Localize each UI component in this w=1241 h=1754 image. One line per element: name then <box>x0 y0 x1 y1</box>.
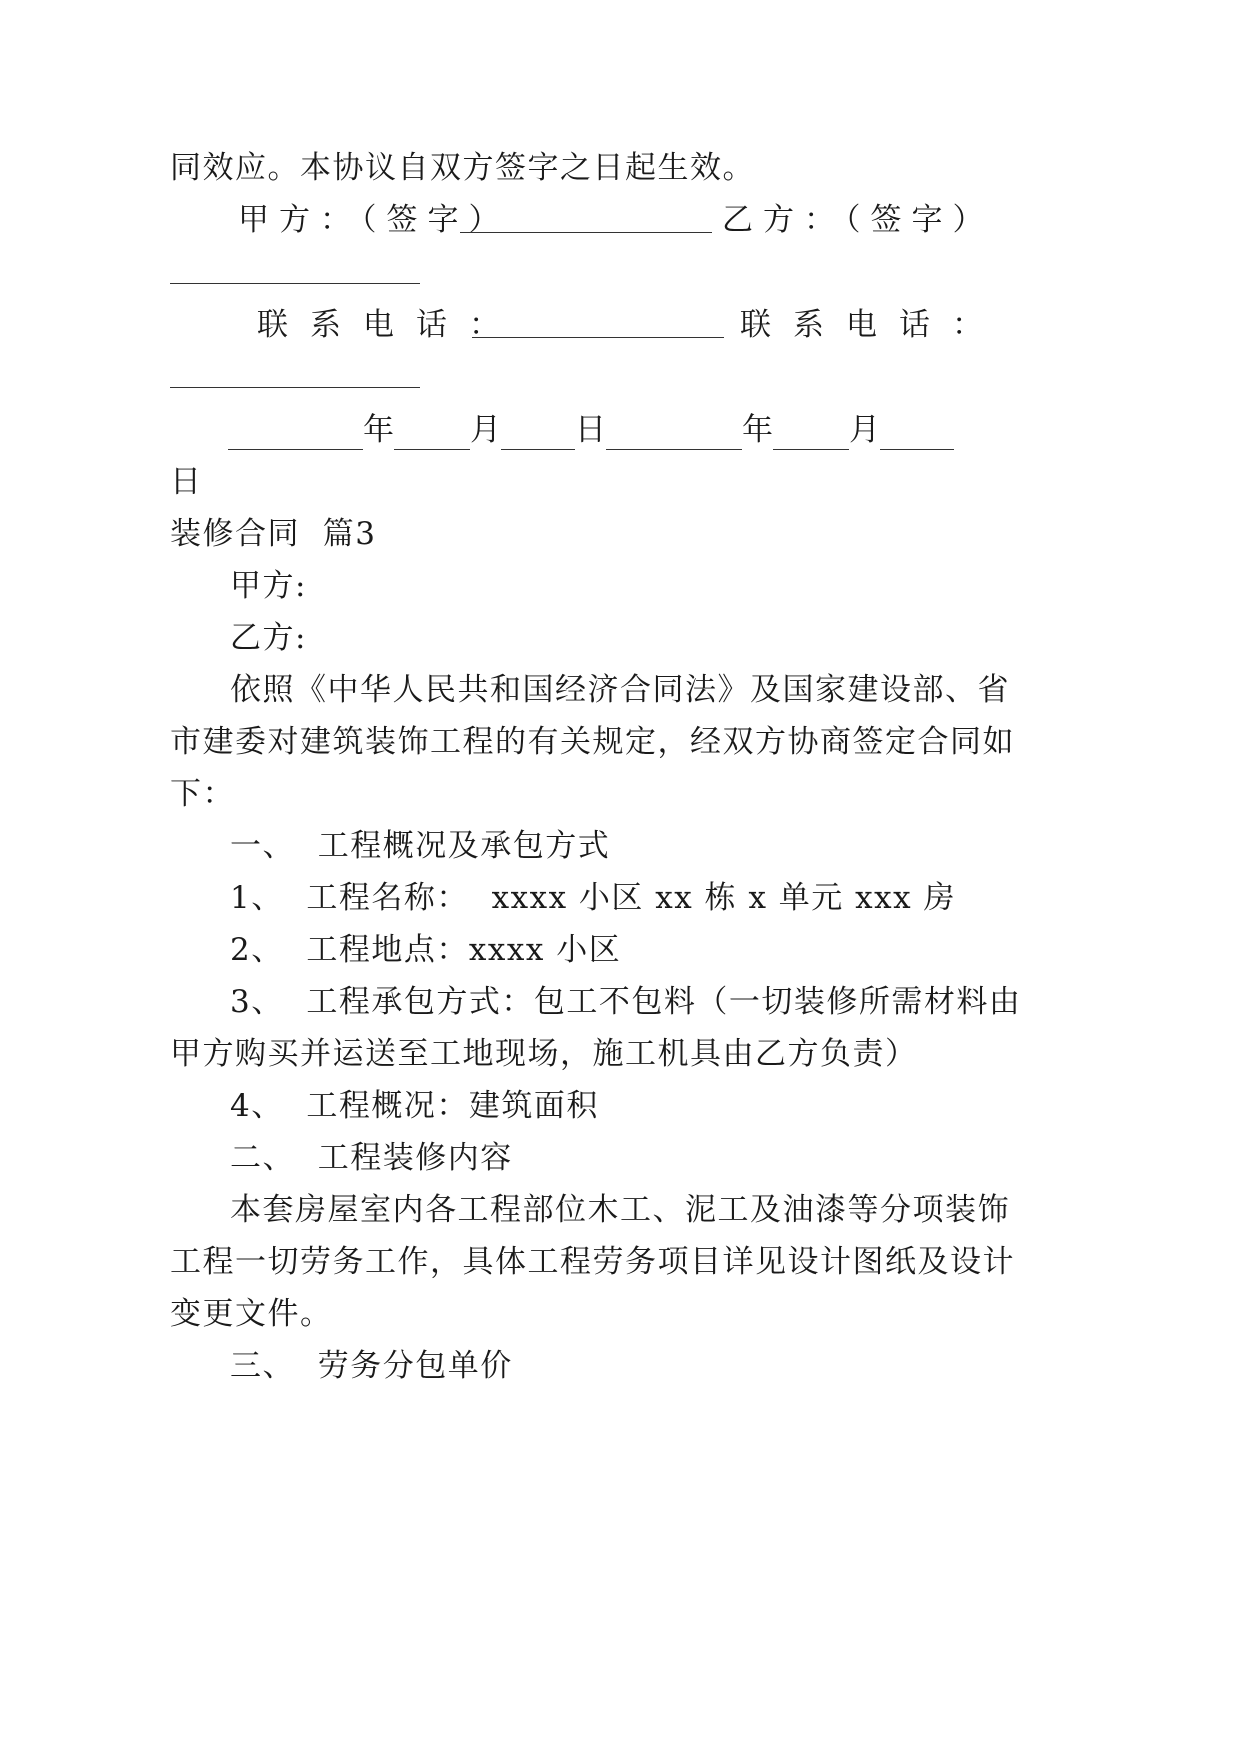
signature-blank-party-b <box>170 283 420 284</box>
signature-blank-party-a <box>460 232 712 233</box>
phone-label-party-b: 联系电话： <box>740 307 1005 343</box>
paragraph-line: 本套房屋室内各工程部位木工、泥工及油漆等分项装饰 <box>230 1192 1010 1228</box>
list-item: 1、 工程名称： xxxx 小区 xx 栋 x 单元 xxx 房 <box>230 880 956 916</box>
party-b-line: 乙方: <box>230 620 307 656</box>
date-blank <box>606 419 742 450</box>
date-blank <box>394 419 470 450</box>
section-title: 三、 劳务分包单价 <box>230 1348 513 1384</box>
phone-blank-party-a <box>472 337 724 338</box>
date-day-label: 日 <box>170 464 203 500</box>
paragraph-line: 依照《中华人民共和国经济合同法》及国家建设部、省 <box>230 672 1010 708</box>
date-blank <box>501 419 575 450</box>
date-day-label: 日 <box>575 412 606 448</box>
date-month-label: 月 <box>470 412 501 448</box>
date-row <box>228 410 954 450</box>
signature-label-party-a: 甲方：（签字） <box>238 202 510 238</box>
phone-label-party-a: 联系电话： <box>257 307 522 343</box>
date-year-label: 年 <box>742 412 773 448</box>
date-year-label: 年 <box>363 412 394 448</box>
date-blank <box>228 419 363 450</box>
paragraph-line: 工程一切劳务工作，具体工程劳务项目详见设计图纸及设计 <box>170 1244 1015 1280</box>
list-item: 4、 工程概况：建筑面积 <box>230 1088 599 1124</box>
date-month-label: 月 <box>849 412 880 448</box>
paragraph-line: 市建委对建筑装饰工程的有关规定，经双方协商签定合同如 <box>170 724 1015 760</box>
date-blank <box>880 419 954 450</box>
paragraph-line: 下： <box>170 776 235 812</box>
date-blank <box>773 419 849 450</box>
list-item: 3、 工程承包方式：包工不包料（一切装修所需材料由 <box>230 984 1022 1020</box>
phone-blank-party-b <box>170 387 420 388</box>
paragraph-line: 变更文件。 <box>170 1296 333 1332</box>
section-title: 二、 工程装修内容 <box>230 1140 513 1176</box>
text-line: 同效应。本协议自双方签字之日起生效。 <box>170 150 755 186</box>
section-heading: 装修合同 篇3 <box>170 516 377 552</box>
signature-label-party-b: 乙方：（签字） <box>722 202 994 238</box>
section-title: 一、 工程概况及承包方式 <box>230 828 611 864</box>
list-item-continued: 甲方购买并运送至工地现场，施工机具由乙方负责） <box>170 1036 918 1072</box>
list-item: 2、 工程地点：xxxx 小区 <box>230 932 622 968</box>
party-a-line: 甲方: <box>230 568 307 604</box>
